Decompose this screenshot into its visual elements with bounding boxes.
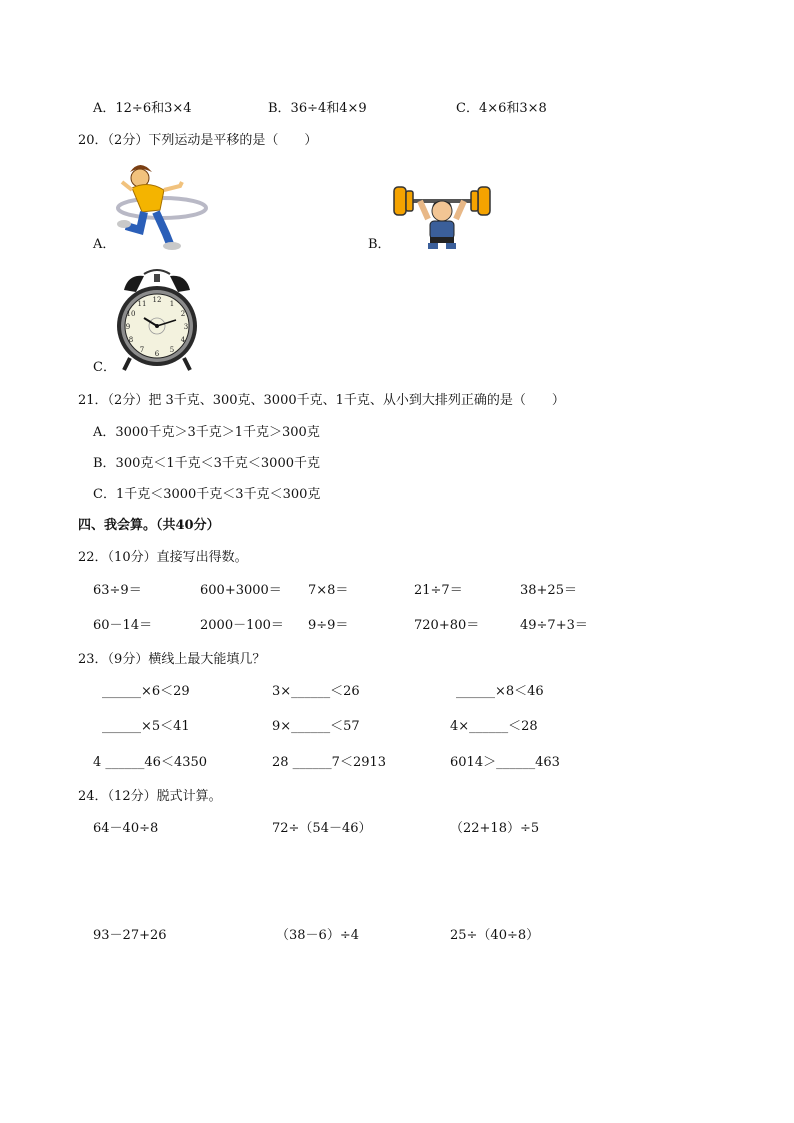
- q23-item: 6014＞______463: [450, 755, 560, 770]
- q23-item: ______×5＜41: [102, 719, 190, 734]
- q24-item: （38－6）÷4: [276, 928, 359, 943]
- q22-item: 600+3000＝: [200, 583, 282, 598]
- svg-text:3: 3: [183, 323, 189, 331]
- q24-title: 24．（12分）脱式计算。: [78, 789, 222, 804]
- svg-text:6: 6: [154, 350, 160, 358]
- q23-title: 23．（9分）横线上最大能填几？: [78, 652, 266, 667]
- svg-text:4: 4: [180, 336, 186, 344]
- q20-label-c: C．: [93, 360, 116, 375]
- q24-item: 72÷（54－46）: [272, 821, 372, 836]
- svg-text:2: 2: [180, 310, 186, 318]
- q23-item: 28 ______7＜2913: [272, 755, 387, 770]
- hula-hoop-boy-image: [110, 160, 208, 252]
- q19-option-b: B．36÷4和4×9: [268, 101, 367, 116]
- q19-option-a: A．12÷6和3×4: [93, 101, 192, 116]
- q23-item: 3×______＜26: [272, 684, 360, 699]
- weightlifter-image: [392, 181, 492, 251]
- q21-option-a: A．3000千克＞3千克＞1千克＞300克: [93, 425, 320, 440]
- q22-item: 720+80＝: [414, 618, 480, 633]
- svg-text:11: 11: [137, 300, 147, 308]
- q24-item: 64－40÷8: [93, 821, 159, 836]
- q24-item: （22+18）÷5: [450, 821, 540, 836]
- q20-label-b: B．: [368, 237, 391, 252]
- section-4-title: 四、我会算。（共40分）: [78, 518, 220, 533]
- svg-text:1: 1: [169, 300, 175, 308]
- svg-text:9: 9: [125, 323, 131, 331]
- svg-text:10: 10: [126, 310, 136, 318]
- q23-item: ______×6＜29: [102, 684, 190, 699]
- q19-option-c: C．4×6和3×8: [456, 101, 547, 116]
- q24-item: 25÷（40÷8）: [450, 928, 540, 943]
- q23-item: ______×8＜46: [456, 684, 544, 699]
- q22-item: 60－14＝: [93, 618, 153, 633]
- q23-item: 4×______＜28: [450, 719, 538, 734]
- q22-item: 38+25＝: [520, 583, 577, 598]
- q23-item: 9×______＜57: [272, 719, 360, 734]
- svg-text:12: 12: [152, 296, 162, 304]
- q22-item: 2000－100＝: [200, 618, 284, 633]
- svg-text:7: 7: [139, 346, 145, 354]
- svg-text:8: 8: [128, 336, 134, 344]
- q21-option-b: B．300克＜1千克＜3千克＜3000千克: [93, 456, 320, 471]
- q22-item: 49÷7+3＝: [520, 618, 588, 633]
- q23-item: 4 ______46＜4350: [93, 755, 208, 770]
- q20-label-a: A．: [93, 237, 116, 252]
- q22-item: 7×8＝: [308, 583, 349, 598]
- q21-title: 21．（2分）把 3千克、300克、3000千克、1千克、从小到大排列正确的是（ ）: [78, 393, 565, 408]
- q24-item: 93－27+26: [93, 928, 167, 943]
- alarm-clock-image: [114, 268, 200, 372]
- q22-item: 63÷9＝: [93, 583, 142, 598]
- svg-text:5: 5: [169, 346, 175, 354]
- q22-item: 9÷9＝: [308, 618, 349, 633]
- q21-option-c: C．1千克＜3000千克＜3千克＜300克: [93, 487, 321, 502]
- q22-item: 21÷7＝: [414, 583, 463, 598]
- q20-title: 20．（2分）下列运动是平移的是（ ）: [78, 133, 318, 148]
- q22-title: 22．（10分）直接写出得数。: [78, 550, 248, 565]
